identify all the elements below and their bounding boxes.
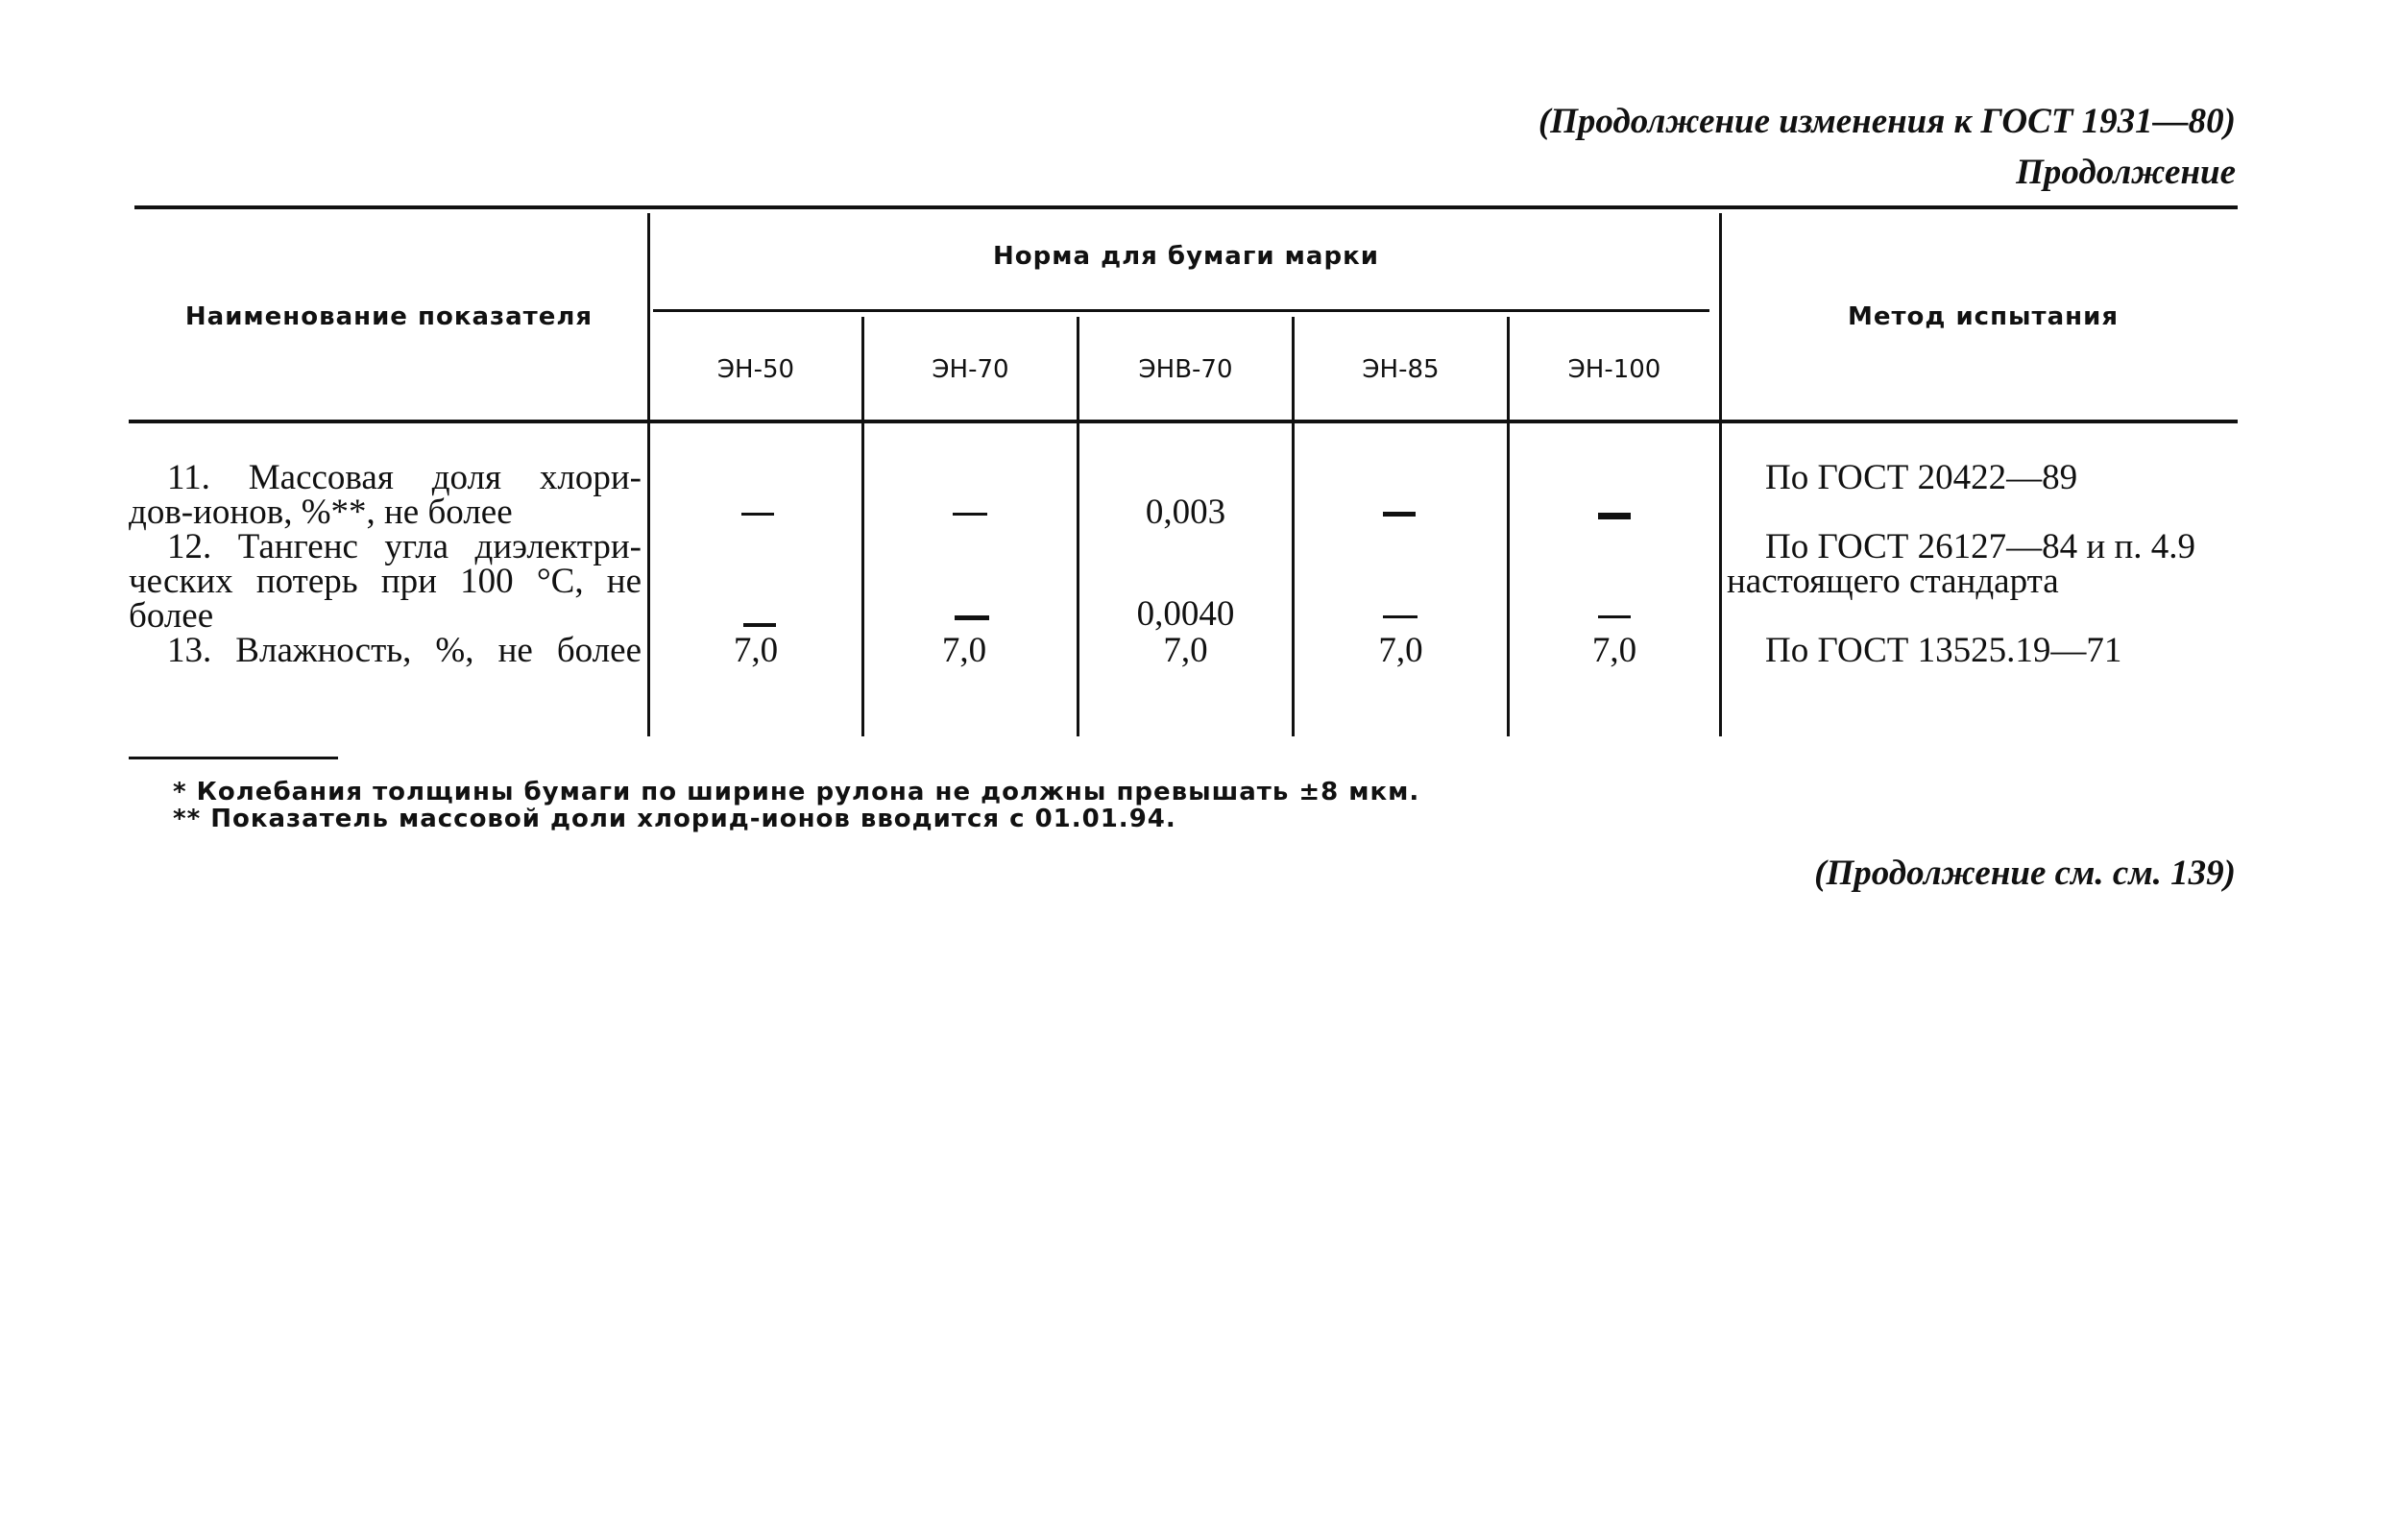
grade-header-3: ЭНВ-70 xyxy=(1138,355,1233,384)
row-11-dash-2 xyxy=(953,513,987,516)
row-13-value-4: 7,0 xyxy=(1378,631,1423,670)
col-header-method: Метод испытания xyxy=(1847,302,2120,331)
row-12-dash-4 xyxy=(1383,615,1418,618)
table-top-rule xyxy=(134,205,2238,209)
row-12-name-line2: ческих потерь при 100 °С, не xyxy=(129,562,642,601)
footnote-rule xyxy=(129,757,338,759)
grade-header-rule xyxy=(653,309,1709,312)
row-11-name-line1: 11. Массовая доля хлори- xyxy=(167,458,642,497)
row-12-method-line2: настоящего стандарта xyxy=(1727,562,2059,601)
row-13-value-3: 7,0 xyxy=(1163,631,1208,670)
row-13-method: По ГОСТ 13525.19—71 xyxy=(1765,631,2122,670)
col-divider-method xyxy=(1719,213,1722,736)
row-11-dash-5 xyxy=(1598,513,1631,519)
row-12-dash-2 xyxy=(955,615,989,620)
row-12-value-3: 0,0040 xyxy=(1136,594,1235,634)
row-11-method: По ГОСТ 20422—89 xyxy=(1765,458,2078,497)
row-11-dash-1 xyxy=(741,513,774,516)
row-12-dash-1 xyxy=(743,623,776,627)
row-13-value-2: 7,0 xyxy=(941,631,987,670)
footnote-1: * Колебания толщины бумаги по ширине рулона не должны превышать ±8 мкм. xyxy=(173,778,1420,806)
row-11-value-3: 0,003 xyxy=(1145,493,1226,532)
row-11-name-line2: дов-ионов, %**, не более xyxy=(129,493,513,532)
footnote-2: ** Показатель массовой доли хлорид-ионов вводится с 01.01.94. xyxy=(173,805,1176,833)
continuation-note: (Продолжение см. см. 139) xyxy=(1814,854,2236,893)
continuation-label: Продолжение xyxy=(2016,153,2236,192)
row-12-name-line3: более xyxy=(129,596,214,636)
row-11-dash-4 xyxy=(1383,512,1416,517)
col-header-norm: Норма для бумаги марки xyxy=(993,242,1379,271)
grade-header-4: ЭН-85 xyxy=(1362,355,1440,384)
row-12-dash-5 xyxy=(1598,615,1631,618)
grade-header-2: ЭН-70 xyxy=(932,355,1009,384)
table-header-bottom-rule xyxy=(129,420,2238,423)
amendment-note: (Продолжение изменения к ГОСТ 1931—80) xyxy=(1538,102,2236,141)
row-13-value-5: 7,0 xyxy=(1591,631,1637,670)
col-header-name: Наименование показателя xyxy=(184,302,594,331)
row-13-value-1: 7,0 xyxy=(733,631,779,670)
grade-header-1: ЭН-50 xyxy=(716,355,795,384)
row-12-name-line1: 12. Тангенс угла диэлектри- xyxy=(167,527,642,566)
row-12-method-line1: По ГОСТ 26127—84 и п. 4.9 xyxy=(1765,527,2195,566)
row-13-name: 13. Влажность, %, не более xyxy=(167,631,642,670)
grade-header-5: ЭН-100 xyxy=(1567,355,1661,384)
